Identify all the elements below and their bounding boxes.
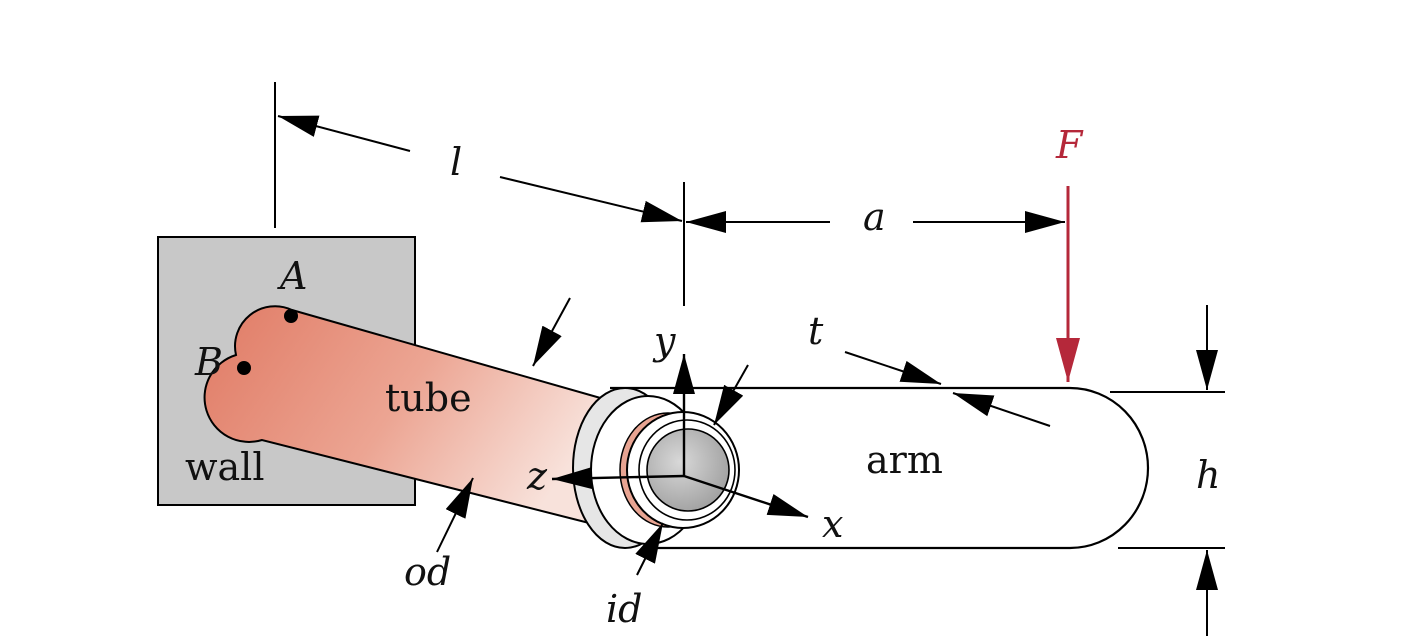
dim-t-arrow-1 <box>845 352 941 384</box>
label-y-axis: y <box>654 319 676 363</box>
dim-l-right-arrow <box>500 177 682 221</box>
label-h: h <box>1196 453 1221 497</box>
point-a-marker <box>284 309 298 323</box>
label-t: t <box>808 309 824 353</box>
label-a: a <box>863 195 886 239</box>
point-b-marker <box>237 361 251 375</box>
label-z-axis: z <box>527 454 548 498</box>
tube-od-top-arrow <box>533 298 570 366</box>
label-point-b: B <box>195 340 223 384</box>
label-x-axis: x <box>822 502 844 546</box>
label-tube: tube <box>385 376 472 420</box>
dim-l-left-arrow <box>278 116 410 151</box>
label-od: od <box>404 550 452 594</box>
label-wall: wall <box>185 445 265 489</box>
label-id: id <box>606 587 643 631</box>
solid-core <box>647 429 729 511</box>
label-l: l <box>450 140 463 184</box>
label-point-a: A <box>280 254 308 298</box>
label-arm: arm <box>866 438 943 482</box>
label-force: F <box>1056 123 1083 167</box>
